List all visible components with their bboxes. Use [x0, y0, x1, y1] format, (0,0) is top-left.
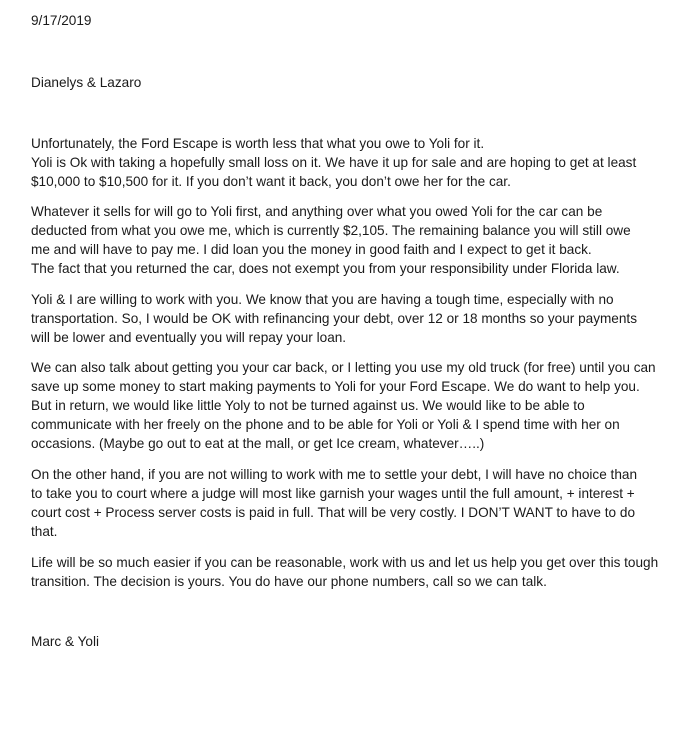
letter-date: 9/17/2019 — [31, 13, 92, 28]
paragraph-line: court cost + Process server costs is paid in full. That will be very costly. I DON’T WANT to have to do — [31, 505, 636, 520]
paragraph-line: On the other hand, if you are not willing to work with me to settle your debt, I will have no choice than — [31, 467, 638, 482]
paragraph-line: Unfortunately, the Ford Escape is worth less that what you owe to Yoli for it. — [31, 136, 485, 151]
paragraph-line: Life will be so much easier if you can be reasonable, work with us and let us help you get over this tough — [31, 555, 659, 570]
paragraph-line: to take you to court where a judge will most like garnish your wages until the full amount, + interest + — [31, 486, 635, 501]
paragraph-line: transition. The decision is yours. You do have our phone numbers, call so we can talk. — [31, 574, 547, 589]
paragraph-line: $10,000 to $10,500 for it. If you don’t want it back, you don’t owe her for the car. — [31, 174, 511, 189]
paragraph-line: occasions. (Maybe go out to eat at the mall, or get Ice cream, whatever…..) — [31, 436, 485, 451]
paragraph-line: The fact that you returned the car, does not exempt you from your responsibility under Florida law. — [31, 261, 620, 276]
paragraph-line: Yoli is Ok with taking a hopefully small loss on it. We have it up for sale and are hoping to get at least — [31, 155, 637, 170]
paragraph-line: will be lower and eventually you will repay your loan. — [31, 330, 347, 345]
paragraph-line: deducted from what you owe me, which is currently $2,105. The remaining balance you will still owe — [31, 223, 631, 238]
paragraph-line: that. — [31, 524, 58, 539]
paragraph-line: But in return, we would like little Yoly to not be turned against us. We would like to be able to — [31, 398, 585, 413]
signature: Marc & Yoli — [31, 634, 100, 649]
paragraph-line: me and will have to pay me. I did loan you the money in good faith and I expect to get it back. — [31, 242, 592, 257]
paragraph-line: Yoli & I are willing to work with you. We know that you are having a tough time, especially with no — [31, 292, 614, 307]
paragraph-line: communicate with her freely on the phone and to be able for Yoli or Yoli & I spend time with her on — [31, 417, 620, 432]
salutation: Dianelys & Lazaro — [31, 75, 142, 90]
paragraph-line: transportation. So, I would be OK with refinancing your debt, over 12 or 18 months so your payments — [31, 311, 638, 326]
paragraph-line: Whatever it sells for will go to Yoli first, and anything over what you owed Yoli for the car can be — [31, 204, 603, 219]
paragraph-line: We can also talk about getting you your car back, or I letting you use my old truck (for free) until you can — [31, 360, 656, 375]
paragraph-line: save up some money to start making payments to Yoli for your Ford Escape. We do want to help you. — [31, 379, 640, 394]
